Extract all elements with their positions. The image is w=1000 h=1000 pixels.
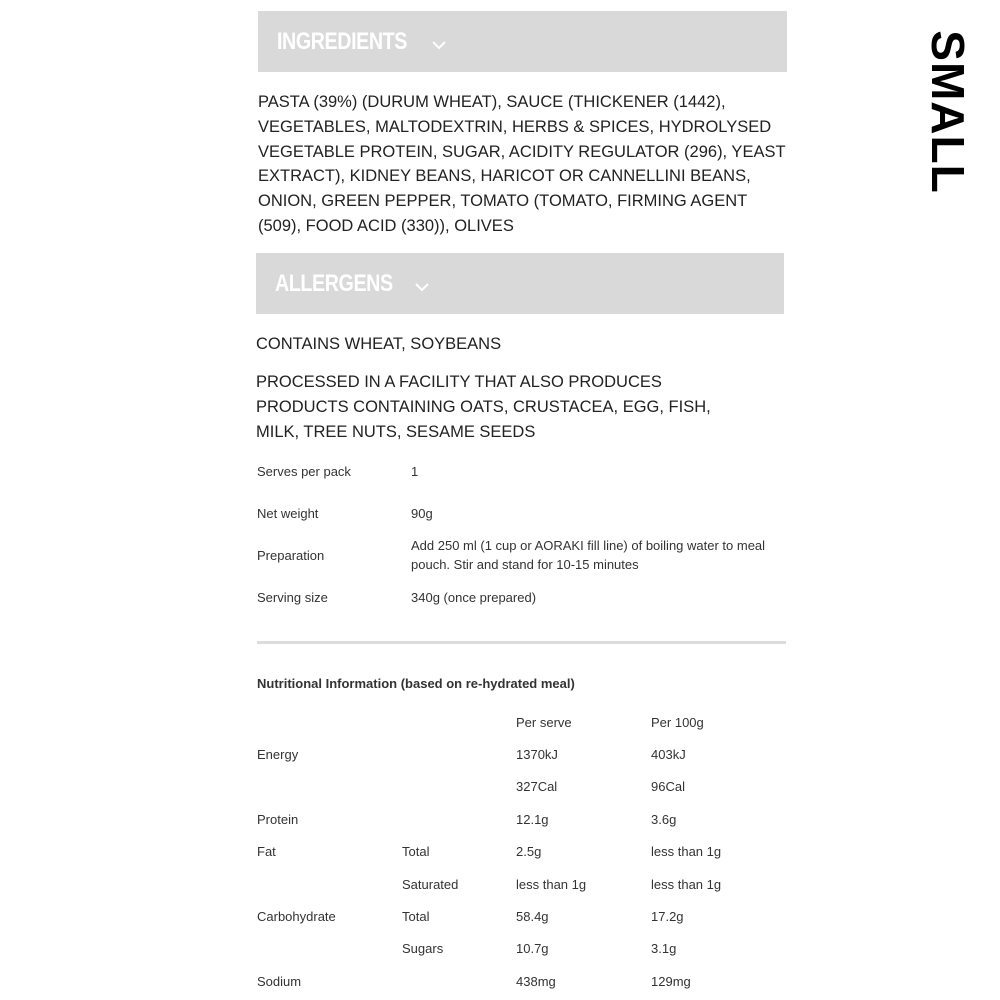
per-100g-value: less than 1g	[651, 876, 722, 892]
allergens-title: ALLERGENS	[275, 269, 393, 297]
nutrient-sub	[402, 965, 516, 997]
size-label-text: SMALL	[922, 30, 974, 194]
net-weight-label: Net weight	[257, 505, 319, 521]
nutrient-name: Carbohydrate	[257, 909, 336, 925]
nutrient-name: Sodium	[257, 973, 302, 989]
table-row	[257, 771, 787, 803]
per-100g-value: 129mg	[651, 973, 691, 989]
table-row	[257, 576, 787, 618]
ingredients-title: INGREDIENTS	[277, 27, 407, 55]
allergens-contains: CONTAINS WHEAT, SOYBEANS	[256, 335, 502, 353]
nutrient-name	[257, 771, 402, 803]
serving-size-label: Serving size	[257, 589, 328, 605]
serves-value: 1	[411, 463, 419, 479]
chevron-down-icon	[430, 36, 448, 54]
per-serve-value: 10.7g	[516, 941, 549, 957]
serves-label: Serves per pack	[257, 463, 351, 479]
ingredients-text: PASTA (39%) (DURUM WHEAT), SAUCE (THICKENER (1442), VEGETABLES, MALTODEXTRIN, HERBS & SPICES, HYDROLYSED VEGETABLE PROTEIN, SUGAR, ACIDITY REGULATOR (296), YEAST EXTRACT), KIDNEY BEANS, HARICOT OR CANNELLINI BEANS, ONION, GREEN PEPPER, TOMATO (TOMATO, FIRMING AGENT (509), FOOD ACID (330)), OLIVES	[258, 93, 786, 235]
table-row	[257, 965, 787, 997]
nutrient-sub	[402, 738, 516, 770]
table-row	[257, 450, 787, 492]
nutrient-name	[257, 933, 402, 965]
size-label	[918, 22, 978, 202]
per-serve-header: Per serve	[516, 714, 572, 730]
nutrient-sub	[402, 803, 516, 835]
per-100g-value: 403kJ	[651, 747, 686, 763]
preparation-label: Preparation	[257, 547, 325, 563]
table-row	[257, 738, 787, 770]
section-divider	[257, 641, 786, 644]
table-row	[257, 836, 787, 868]
per-100g-value: 17.2g	[651, 909, 684, 925]
nutrition-table	[257, 706, 787, 998]
nutrition-title: Nutritional Information (based on re-hydrated meal)	[257, 676, 575, 691]
table-row	[257, 868, 787, 900]
per-100g-value: 3.6g	[651, 811, 677, 827]
per-serve-value: 2.5g	[516, 844, 542, 860]
nutrient-sub: Total	[402, 844, 430, 860]
per-serve-value: 12.1g	[516, 811, 549, 827]
serving-size-value: 340g (once prepared)	[411, 589, 537, 605]
chevron-down-icon	[413, 278, 431, 296]
per-100g-value: less than 1g	[651, 844, 722, 860]
nutrient-sub: Total	[402, 909, 430, 925]
table-row	[257, 534, 787, 576]
nutrient-sub	[402, 771, 516, 803]
table-row	[257, 900, 787, 932]
table-row	[257, 933, 787, 965]
nutrient-name: Energy	[257, 747, 299, 763]
table-row	[257, 803, 787, 835]
per-serve-value: 58.4g	[516, 909, 549, 925]
nutrient-name: Fat	[257, 844, 276, 860]
allergens-processed: PROCESSED IN A FACILITY THAT ALSO PRODUCES PRODUCTS CONTAINING OATS, CRUSTACEA, EGG, FISH, MILK, TREE NUTS, SESAME SEEDS	[256, 373, 711, 441]
ingredients-accordion-header[interactable]	[258, 11, 787, 72]
per-serve-value: less than 1g	[516, 876, 587, 892]
per-100g-value: 3.1g	[651, 941, 677, 957]
per-serve-value: 438mg	[516, 973, 556, 989]
table-header-row	[257, 706, 787, 738]
ingredients-panel	[258, 90, 793, 242]
per-serve-value: 1370kJ	[516, 747, 558, 763]
table-row	[257, 492, 787, 534]
per-100g-value: 96Cal	[651, 779, 685, 795]
allergens-accordion-header[interactable]	[256, 253, 784, 314]
nutrient-sub: Saturated	[402, 876, 459, 892]
net-weight-value: 90g	[411, 505, 433, 521]
product-info-table	[257, 450, 787, 618]
nutrient-name: Protein	[257, 811, 299, 827]
nutrient-sub: Sugars	[402, 941, 444, 957]
per-serve-value: 327Cal	[516, 779, 558, 795]
per-100g-header: Per 100g	[651, 714, 704, 730]
nutrient-name	[257, 868, 402, 900]
preparation-value: Add 250 ml (1 cup or AORAKI fill line) of boiling water to meal pouch. Stir and stand for 10-15 minutes	[411, 538, 766, 572]
